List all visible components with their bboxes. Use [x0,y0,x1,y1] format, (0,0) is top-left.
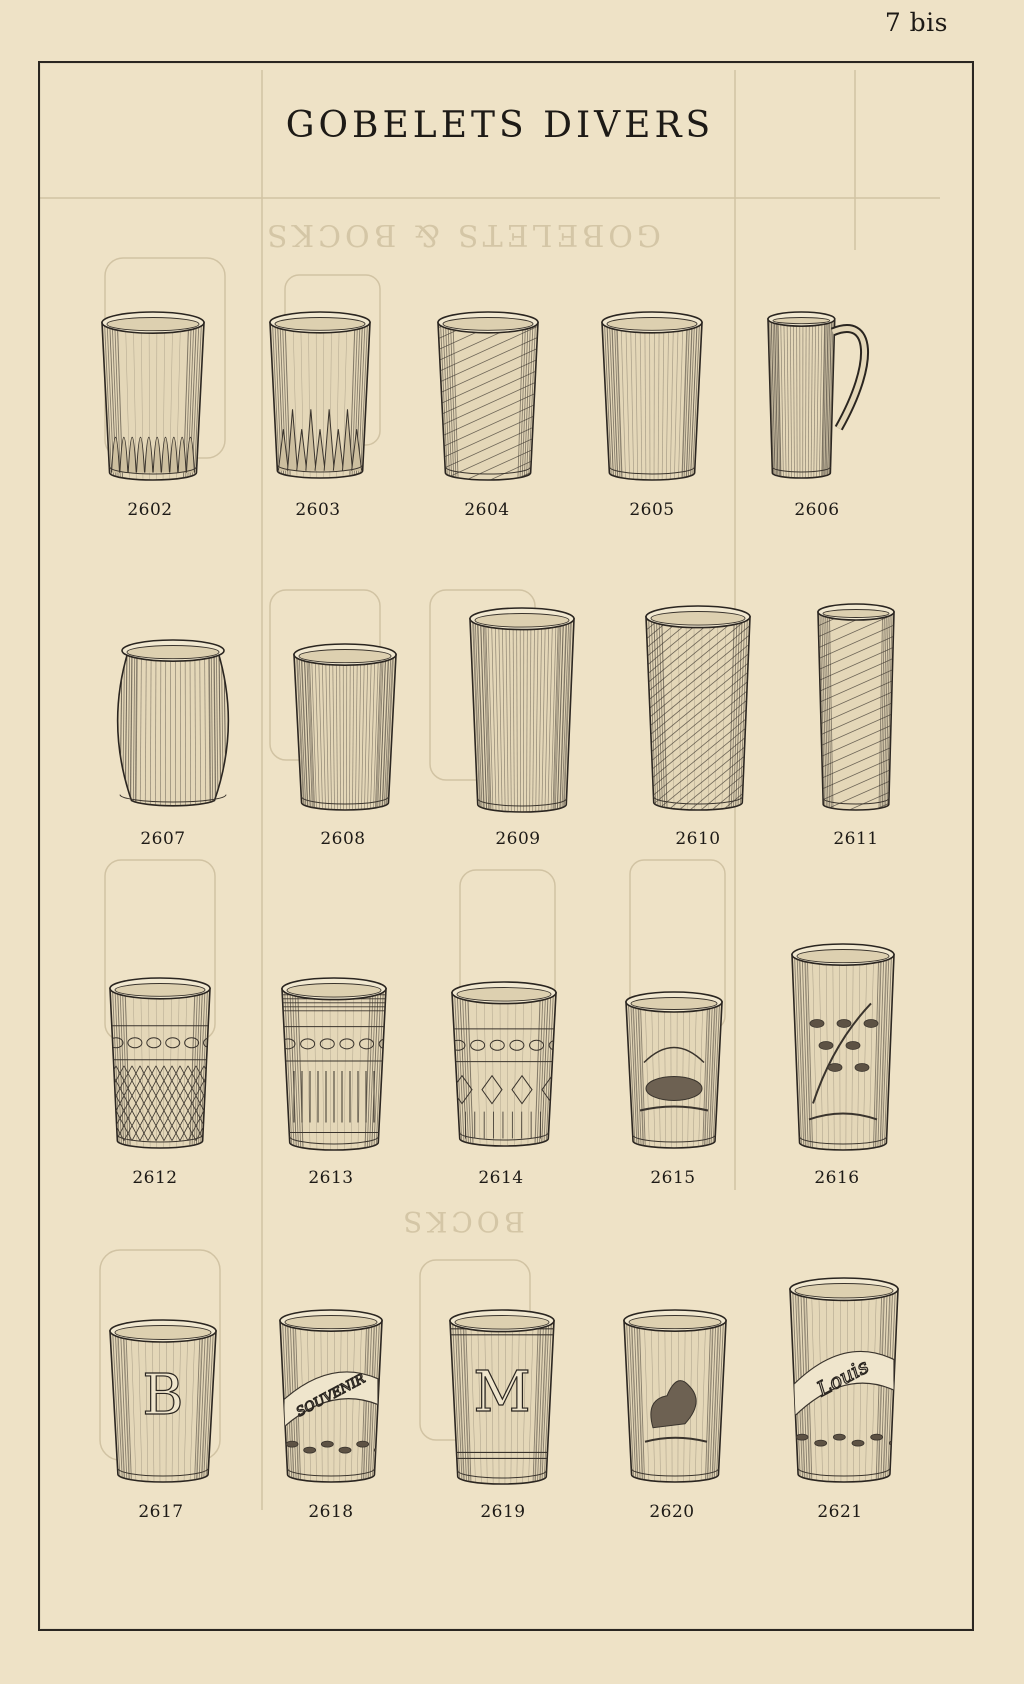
glass-number-label: 2616 [814,1168,860,1188]
glass-item-2604 [436,312,540,480]
glass-item-2614 [450,982,558,1146]
glass-number-label: 2603 [295,500,341,520]
glass-inscription: Louis [812,1353,873,1401]
glass-illustration [766,312,870,478]
glass-item-2608 [292,644,398,810]
glass-number-label: 2606 [794,500,840,520]
glass-number-label: 2619 [480,1502,526,1522]
glass-number-label: 2605 [629,500,675,520]
glass-illustration [292,644,398,810]
glass-item-2618 [278,1310,384,1482]
glass-number-label: 2608 [320,829,366,849]
glass-item-2615 [624,992,724,1148]
page-title: GOBELETS DIVERS [285,105,715,146]
glass-item-2605 [600,312,704,480]
glass-item-2609 [468,608,576,812]
glass-illustration [644,606,752,810]
glass-illustration [468,608,576,812]
glass-illustration [624,992,724,1148]
glass-illustration [788,1278,900,1482]
glass-number-label: 2615 [650,1168,696,1188]
page-number: 7 bis [884,8,948,37]
glass-number-label: 2612 [132,1168,178,1188]
glass-number-label: 2607 [140,829,186,849]
glass-number-label: 2620 [649,1502,695,1522]
glass-inscription: M [473,1359,531,1425]
glass-number-label: 2613 [308,1168,354,1188]
glass-item-2612 [108,978,212,1148]
glass-number-label: 2614 [478,1168,524,1188]
glass-number-label: 2602 [127,500,173,520]
glass-item-2602 [100,312,206,480]
glass-number-label: 2611 [833,829,879,849]
glass-inscription: SOUVENIR [294,1371,368,1421]
glass-inscription: B [142,1362,184,1428]
glass-item-2616 [790,944,896,1150]
glass-item-2619 [448,1310,556,1484]
glass-illustration [448,1310,556,1484]
glass-illustration [790,944,896,1150]
glass-number-label: 2621 [817,1502,863,1522]
glass-item-2606 [766,312,870,478]
glass-item-2611 [816,604,896,810]
glass-item-2610 [644,606,752,810]
glass-illustration [278,1310,384,1482]
glass-item-2621 [788,1278,900,1482]
glass-number-label: 2609 [495,829,541,849]
glass-illustration [622,1310,728,1482]
glass-illustration [436,312,540,480]
glass-illustration [816,604,896,810]
glass-item-2607 [120,640,226,808]
glass-illustration [280,978,388,1150]
glass-item-2603 [268,312,372,478]
glass-number-label: 2610 [675,829,721,849]
glass-illustration [268,312,372,478]
glass-number-label: 2604 [464,500,510,520]
glass-illustration [108,978,212,1148]
glass-number-label: 2617 [138,1502,184,1522]
glass-illustration [600,312,704,480]
glass-illustration [100,312,206,480]
glass-illustration [108,1320,218,1482]
glass-item-2617 [108,1320,218,1482]
svg-text:BOCKS: BOCKS [399,1205,525,1238]
glass-number-label: 2618 [308,1502,354,1522]
glass-item-2613 [280,978,388,1150]
svg-text:GOBELETS & BOCKS: GOBELETS & BOCKS [263,217,661,252]
glass-illustration [120,640,226,808]
glass-illustration [450,982,558,1146]
glass-item-2620 [622,1310,728,1482]
